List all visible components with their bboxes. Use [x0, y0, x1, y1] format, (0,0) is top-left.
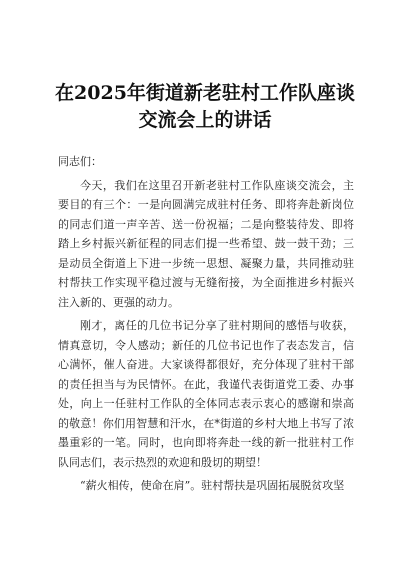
- document-title: 在2025年街道新老驻村工作队座谈交流会上的讲话: [55, 82, 355, 131]
- salutation: 同志们：: [58, 155, 102, 168]
- document-body: [58, 152, 354, 496]
- paragraph-continuation: “薪火相传，使命在肩”。驻村帮扶是巩固拓展脱贫攻坚: [80, 479, 345, 492]
- paragraph-opening: 今天，我们在这里召开新老驻村工作队座谈交流会，主要目的有三个：一是向圆满完成驻村任务、即将奔赴新岗位的同志们道一声辛苦、送一份祝福；二是向整装待发、即将踏上乡村振兴新征程的同志们提一些希望、鼓一鼓干劲；三是动员全街道上下进一步统一思想、凝聚力量，共同推动驻村帮扶工作实现平稳过渡与无缝衔接，为全面推进乡村振兴注入新的、更强的动力。: [58, 178, 354, 309]
- paragraph-acknowledgement: 刚才，离任的几位书记分享了驻村期间的感悟与收获，情真意切，令人感动；新任的几位书记也作了表态发言，信心满怀，催人奋进。大家谈得都很好，充分体现了驻村干部的责任担当与为民情怀。在此，我谨代表街道党工委、办事处，向上一任驻村工作队的全体同志表示衷心的感谢和崇高的敬意！你们用智慧和汗水，在*街道的乡村大地上书写了浓墨重彩的一笔。同时，也向即将奔赴一线的新一批驻村工作队同志们，表示热烈的欢迎和殷切的期望！: [58, 319, 354, 469]
